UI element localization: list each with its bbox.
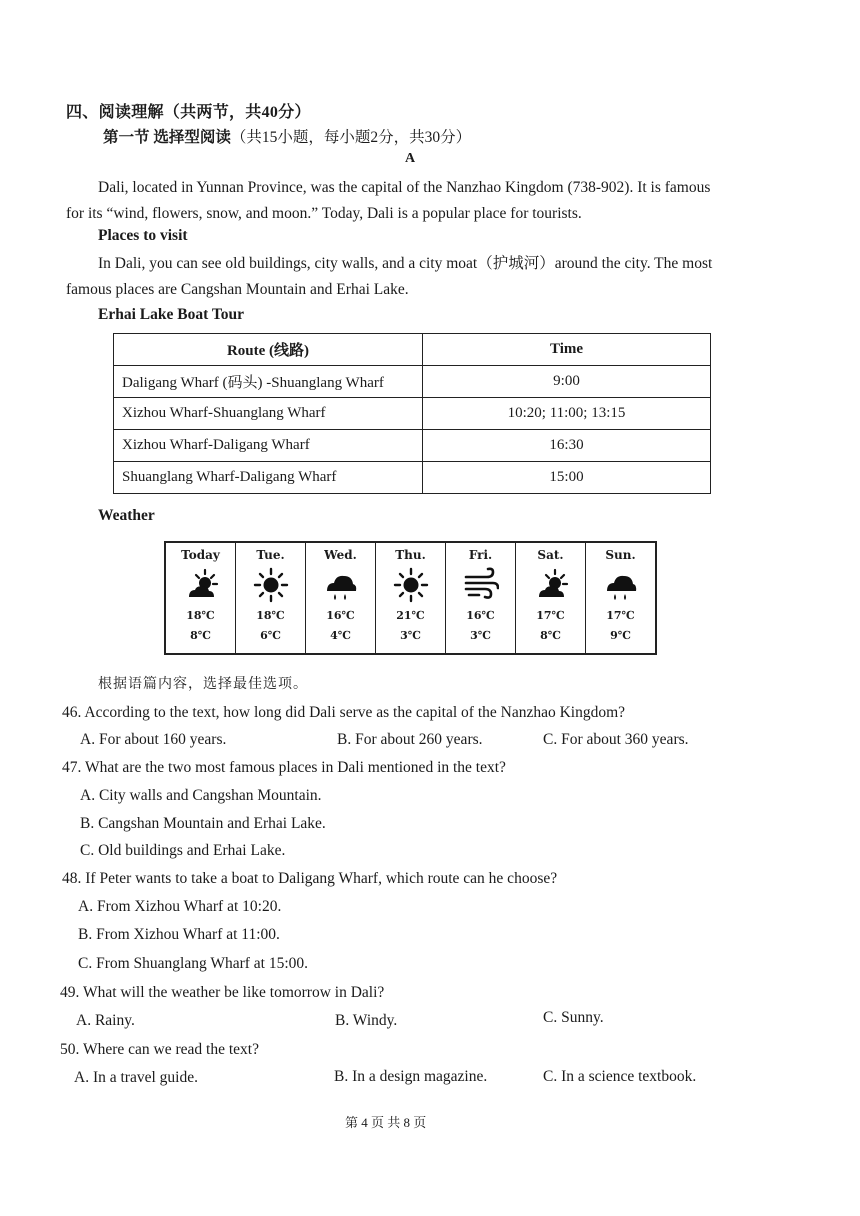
places-line-2: famous places are Cangshan Mountain and Erhai Lake. xyxy=(66,281,409,298)
instruction: 根据语篇内容，选择最佳选项。 xyxy=(98,676,308,692)
weather-high: 18℃ xyxy=(256,609,285,622)
option-49-c: C. Sunny. xyxy=(543,1009,604,1026)
weather-day xyxy=(376,543,446,653)
question-49: 49. What will the weather be like tomorrow in Dali? xyxy=(60,984,385,1001)
table-header-row xyxy=(114,334,711,366)
weather-day-name: Sun. xyxy=(605,548,636,562)
weather-day xyxy=(306,543,376,653)
option-47-a: A. City walls and Cangshan Mountain. xyxy=(80,787,322,804)
page-footer: 第 4 页 共 8 页 xyxy=(345,1115,427,1130)
table-row xyxy=(114,430,711,462)
option-50-a: A. In a travel guide. xyxy=(74,1069,198,1086)
option-48-c: C. From Shuanglang Wharf at 15:00. xyxy=(78,955,309,972)
weather-day-name: Sat. xyxy=(537,548,564,562)
weather-day xyxy=(516,543,586,653)
option-50-c: C. In a science textbook. xyxy=(543,1068,697,1085)
weather-day xyxy=(166,543,236,653)
time-cell: 9:00 xyxy=(423,366,711,398)
weather-day xyxy=(446,543,516,653)
weather-day-name: Wed. xyxy=(324,548,357,562)
route-cell: Daligang Wharf (码头) -Shuanglang Wharf xyxy=(114,366,423,398)
weather-low: 9℃ xyxy=(610,629,631,642)
partly-sunny-icon xyxy=(183,567,219,603)
weather-high: 16℃ xyxy=(326,609,355,622)
weather-day-name: Thu. xyxy=(395,548,426,562)
option-49-a: A. Rainy. xyxy=(76,1012,135,1029)
table-row xyxy=(114,398,711,430)
weather-day xyxy=(236,543,306,653)
time-cell: 10:20; 11:00; 13:15 xyxy=(423,398,711,430)
weather-high: 16℃ xyxy=(466,609,495,622)
table-row xyxy=(114,366,711,398)
option-46-c: C. For about 360 years. xyxy=(543,731,689,748)
section-title: 四、阅读理解（共两节，共40分） xyxy=(66,104,311,121)
places-line-1: In Dali, you can see old buildings, city walls, and a city moat（护城河）around the city. The most xyxy=(98,255,713,272)
weather-low: 4℃ xyxy=(330,629,351,642)
weather-high: 18℃ xyxy=(186,609,215,622)
weather-low: 3℃ xyxy=(470,629,491,642)
weather-forecast xyxy=(164,541,657,655)
weather-high: 17℃ xyxy=(536,609,565,622)
partly-sunny-icon xyxy=(533,567,569,603)
time-header: Time xyxy=(423,334,711,366)
subsection-title-bold: 第一节 选择型阅读 xyxy=(103,129,231,146)
weather-day xyxy=(586,543,655,653)
sunny-icon xyxy=(253,567,289,603)
intro-line-2: for its “wind, flowers, snow, and moon.” Today, Dali is a popular place for tourists. xyxy=(66,205,582,222)
table-row xyxy=(114,462,711,494)
intro-line-1: Dali, located in Yunnan Province, was the capital of the Nanzhao Kingdom (738-902). It is famous xyxy=(98,179,711,196)
option-47-b: B. Cangshan Mountain and Erhai Lake. xyxy=(80,815,326,832)
weather-low: 8℃ xyxy=(190,629,211,642)
weather-low: 3℃ xyxy=(400,629,421,642)
subsection-title-rest: （共15小题，每小题2分，共30分） xyxy=(230,129,472,146)
weather-day-name: Tue. xyxy=(256,548,285,562)
boat-tour-heading: Erhai Lake Boat Tour xyxy=(98,306,244,323)
places-heading: Places to visit xyxy=(98,227,188,244)
option-46-a: A. For about 160 years. xyxy=(80,731,227,748)
route-cell: Xizhou Wharf-Daligang Wharf xyxy=(114,430,423,462)
rainy-icon xyxy=(323,567,359,603)
question-50: 50. Where can we read the text? xyxy=(60,1041,259,1058)
question-46: 46. According to the text, how long did Dali serve as the capital of the Nanzhao Kingdom? xyxy=(62,704,626,721)
subsection-title xyxy=(103,125,471,147)
route-cell: Xizhou Wharf-Shuanglang Wharf xyxy=(114,398,423,430)
weather-heading: Weather xyxy=(98,507,155,524)
route-header: Route (线路) xyxy=(114,334,423,366)
weather-low: 6℃ xyxy=(260,629,281,642)
boat-tour-table xyxy=(113,333,711,494)
weather-day-name: Fri. xyxy=(468,548,493,562)
option-48-a: A. From Xizhou Wharf at 10:20. xyxy=(78,898,282,915)
question-48: 48. If Peter wants to take a boat to Daligang Wharf, which route can he choose? xyxy=(62,870,558,887)
time-cell: 16:30 xyxy=(423,430,711,462)
option-49-b: B. Windy. xyxy=(335,1012,398,1029)
passage-letter: A xyxy=(405,151,416,166)
windy-icon xyxy=(463,567,499,603)
route-cell: Shuanglang Wharf-Daligang Wharf xyxy=(114,462,423,494)
weather-high: 21℃ xyxy=(396,609,425,622)
question-47: 47. What are the two most famous places in Dali mentioned in the text? xyxy=(62,759,506,776)
weather-day-name: Today xyxy=(181,548,220,562)
option-47-c: C. Old buildings and Erhai Lake. xyxy=(80,842,286,859)
sunny-icon xyxy=(393,567,429,603)
option-48-b: B. From Xizhou Wharf at 11:00. xyxy=(78,926,280,943)
weather-low: 8℃ xyxy=(540,629,561,642)
option-46-b: B. For about 260 years. xyxy=(337,731,483,748)
rainy-icon xyxy=(603,567,639,603)
weather-high: 17℃ xyxy=(606,609,635,622)
time-cell: 15:00 xyxy=(423,462,711,494)
option-50-b: B. In a design magazine. xyxy=(334,1068,488,1085)
